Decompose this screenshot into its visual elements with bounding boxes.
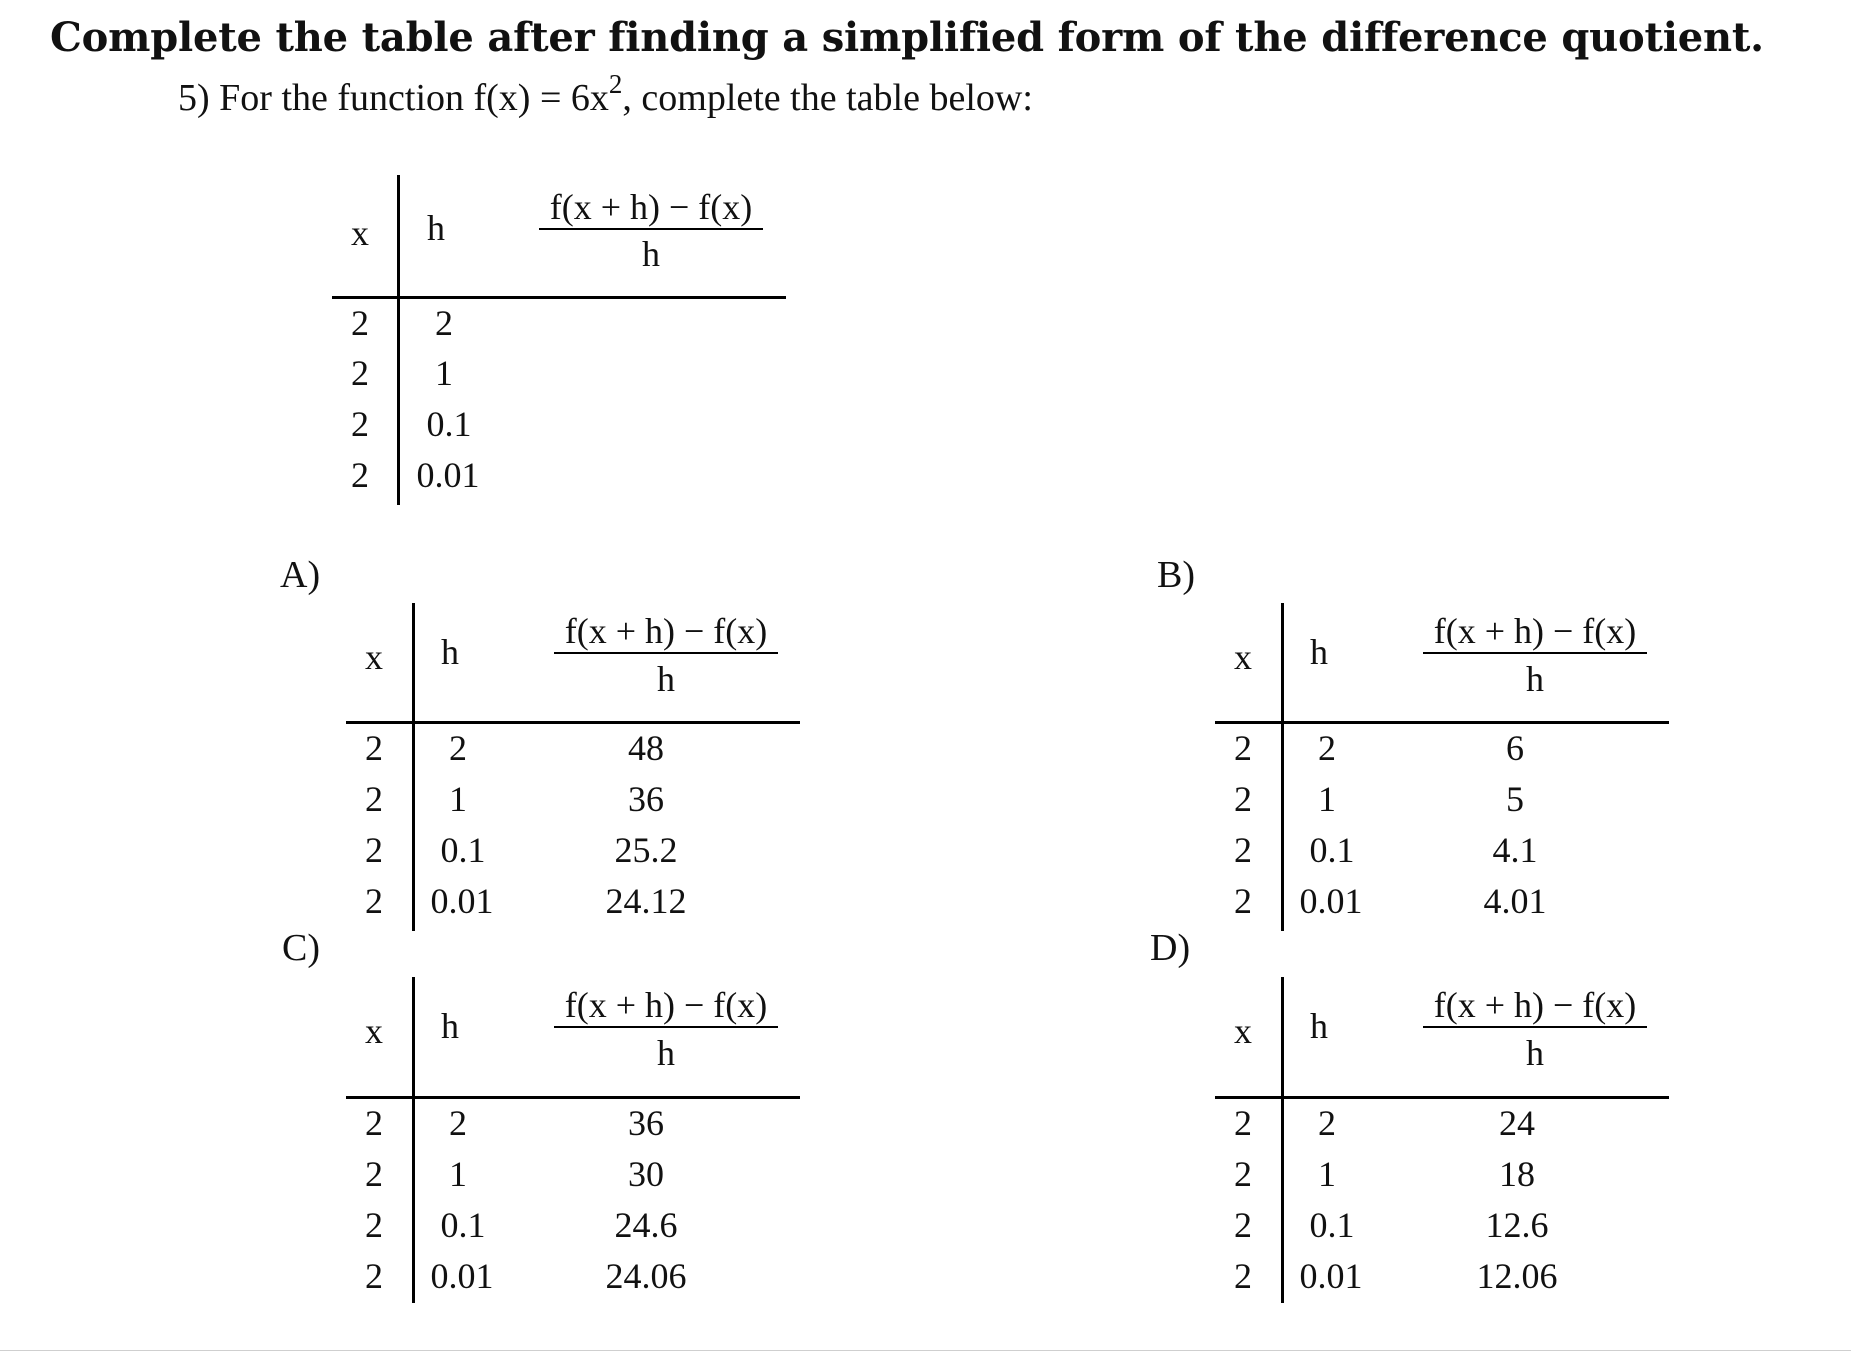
cell-h: 1 (1318, 779, 1336, 819)
cell-quotient: 5 (1506, 779, 1524, 819)
header-h: h (1310, 1006, 1328, 1046)
cell-quotient: 24 (1499, 1103, 1535, 1143)
header-quotient-denominator: h (657, 1033, 675, 1073)
header-quotient-numerator: f(x + h) − f(x) (1433, 611, 1637, 651)
cell-h: 1 (449, 1154, 467, 1194)
page-bottom-divider (0, 1350, 1851, 1351)
cell-x: 2 (351, 353, 369, 393)
option-c-label: C) (282, 927, 320, 969)
cell-quotient: 4.01 (1483, 881, 1547, 921)
cell-h: 0.1 (440, 830, 486, 870)
cell-x: 2 (351, 455, 369, 495)
cell-quotient: 24.12 (605, 881, 687, 921)
cell-h: 2 (449, 728, 467, 768)
cell-x: 2 (365, 1205, 383, 1245)
header-rule (346, 721, 800, 724)
cell-x: 2 (365, 1103, 383, 1143)
header-quotient-bar (1423, 1026, 1647, 1028)
cell-h: 0.01 (430, 881, 494, 921)
header-quotient-bar (1423, 652, 1647, 654)
cell-h: 2 (449, 1103, 467, 1143)
cell-x: 2 (1234, 1205, 1252, 1245)
header-h: h (427, 208, 445, 248)
cell-x: 2 (1234, 1154, 1252, 1194)
header-x: x (365, 1011, 383, 1051)
column-divider (412, 603, 415, 931)
cell-h: 0.01 (416, 455, 480, 495)
header-quotient-denominator: h (657, 659, 675, 699)
cell-h: 0.01 (1299, 1256, 1363, 1296)
cell-x: 2 (351, 303, 369, 343)
prompt-text: 5) For the function f(x) = 6x (178, 77, 609, 119)
column-divider (397, 175, 400, 505)
header-rule (1215, 1096, 1669, 1099)
cell-x: 2 (365, 1256, 383, 1296)
cell-x: 2 (365, 830, 383, 870)
cell-h: 2 (1318, 728, 1336, 768)
cell-x: 2 (365, 779, 383, 819)
question-prompt (178, 69, 1033, 120)
prompt-text-end: , complete the table below: (622, 77, 1033, 119)
cell-x: 2 (1234, 728, 1252, 768)
header-quotient-numerator: f(x + h) − f(x) (564, 985, 768, 1025)
cell-x: 2 (351, 404, 369, 444)
cell-quotient: 4.1 (1492, 830, 1538, 870)
header-rule (332, 296, 786, 299)
cell-quotient: 24.06 (605, 1256, 687, 1296)
cell-x: 2 (365, 728, 383, 768)
cell-quotient: 36 (628, 1103, 664, 1143)
cell-quotient: 48 (628, 728, 664, 768)
cell-quotient: 18 (1499, 1154, 1535, 1194)
cell-x: 2 (1234, 881, 1252, 921)
cell-x: 2 (1234, 1256, 1252, 1296)
cell-h: 0.01 (1299, 881, 1363, 921)
cell-x: 2 (365, 881, 383, 921)
cell-x: 2 (365, 1154, 383, 1194)
header-quotient-bar (554, 1026, 778, 1028)
cell-x: 2 (1234, 779, 1252, 819)
option-a-label: A) (280, 554, 321, 596)
cell-h: 1 (1318, 1154, 1336, 1194)
instructions-heading: Complete the table after finding a simplified form of the difference quotient. (50, 14, 1764, 61)
cell-h: 0.1 (1309, 830, 1355, 870)
header-quotient-denominator: h (1526, 659, 1544, 699)
column-divider (1281, 977, 1284, 1303)
header-h: h (1310, 632, 1328, 672)
cell-quotient: 30 (628, 1154, 664, 1194)
header-rule (1215, 721, 1669, 724)
column-divider (412, 977, 415, 1303)
cell-quotient: 6 (1506, 728, 1524, 768)
cell-h: 2 (435, 303, 453, 343)
header-x: x (1234, 637, 1252, 677)
header-quotient-numerator: f(x + h) − f(x) (549, 187, 753, 227)
header-x: x (365, 637, 383, 677)
cell-x: 2 (1234, 830, 1252, 870)
cell-h: 0.1 (426, 404, 472, 444)
prompt-exponent: 2 (608, 69, 623, 99)
cell-quotient: 12.6 (1485, 1205, 1549, 1245)
header-quotient-denominator: h (642, 234, 660, 274)
cell-quotient: 24.6 (614, 1205, 678, 1245)
header-h: h (441, 632, 459, 672)
cell-h: 0.01 (430, 1256, 494, 1296)
cell-h: 1 (435, 353, 453, 393)
header-quotient-bar (554, 652, 778, 654)
cell-h: 0.1 (1309, 1205, 1355, 1245)
cell-quotient: 36 (628, 779, 664, 819)
header-x: x (1234, 1011, 1252, 1051)
header-quotient-numerator: f(x + h) − f(x) (1433, 985, 1637, 1025)
header-quotient-numerator: f(x + h) − f(x) (564, 611, 768, 651)
header-x: x (351, 213, 369, 253)
option-b-label: B) (1157, 554, 1195, 596)
cell-h: 0.1 (440, 1205, 486, 1245)
cell-x: 2 (1234, 1103, 1252, 1143)
cell-quotient: 12.06 (1476, 1256, 1558, 1296)
header-quotient-bar (539, 228, 763, 230)
header-quotient-denominator: h (1526, 1033, 1544, 1073)
column-divider (1281, 603, 1284, 931)
header-rule (346, 1096, 800, 1099)
cell-h: 1 (449, 779, 467, 819)
header-h: h (441, 1006, 459, 1046)
option-d-label: D) (1150, 927, 1191, 969)
cell-h: 2 (1318, 1103, 1336, 1143)
cell-quotient: 25.2 (614, 830, 678, 870)
